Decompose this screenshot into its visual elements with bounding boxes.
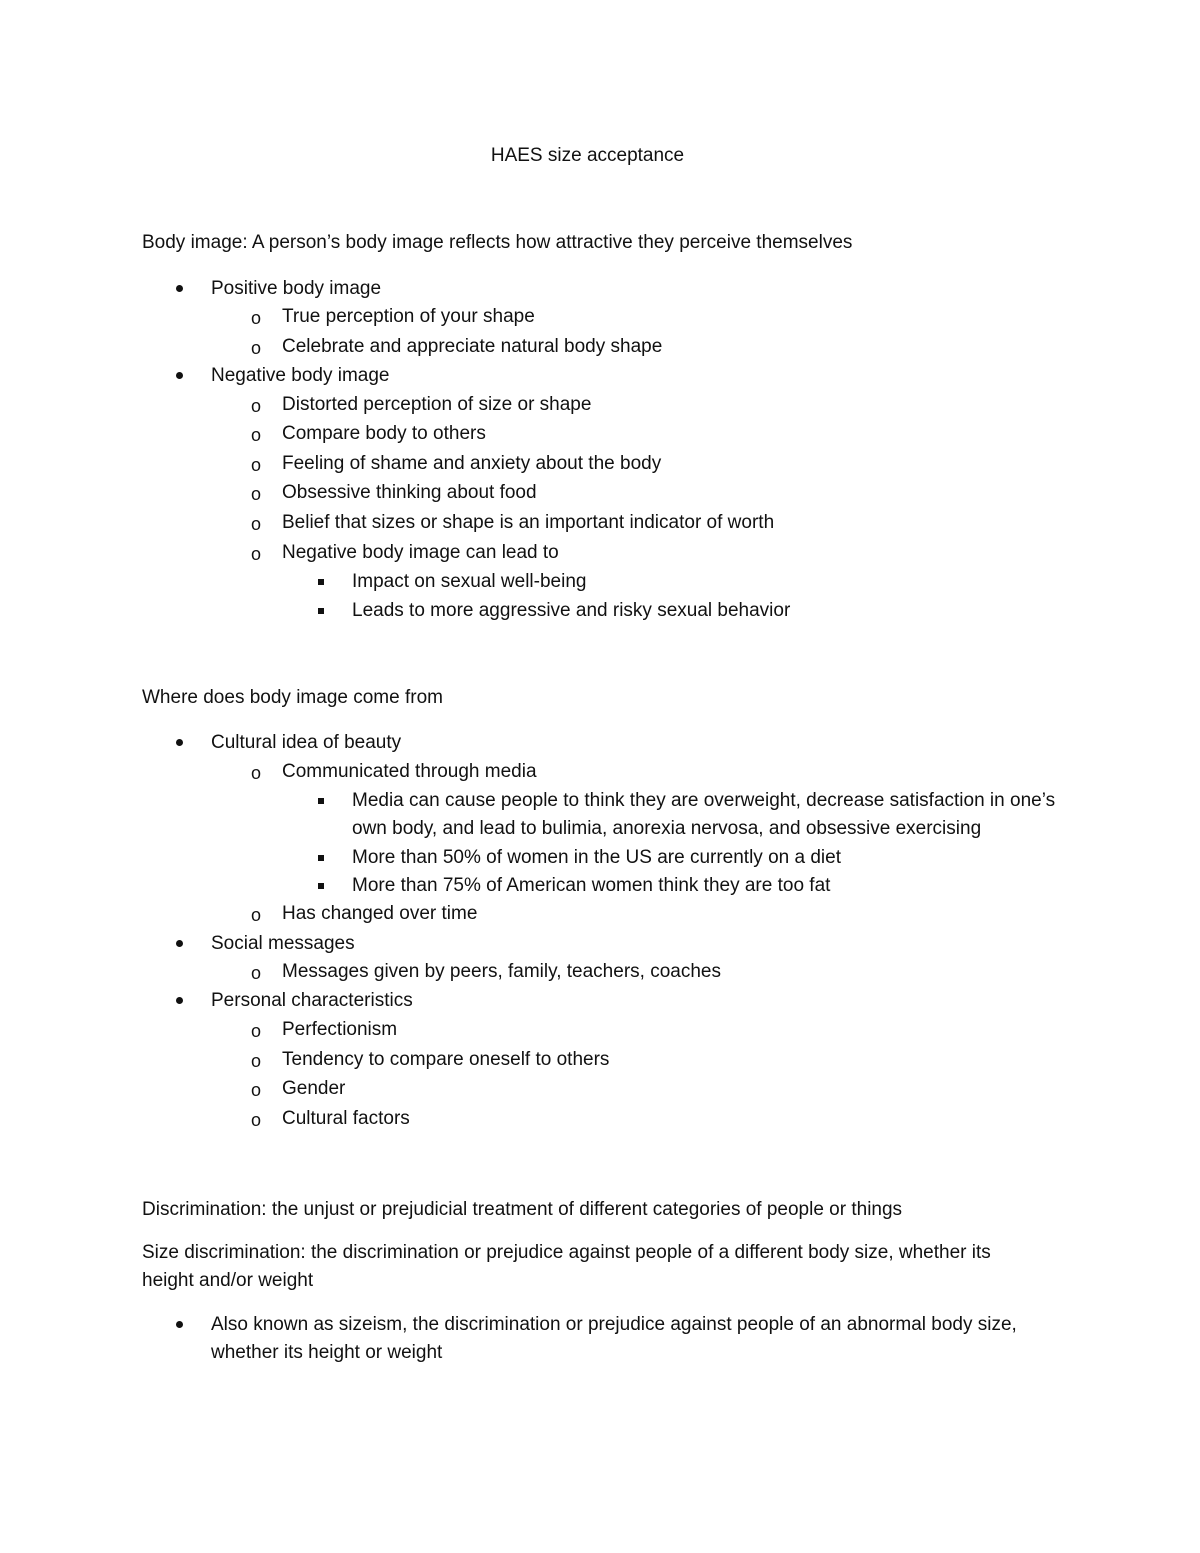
bullet-circle: o [251,963,262,983]
list-item-personal-characteristics: Personal characteristics [211,990,413,1011]
bullet-disc [176,372,183,379]
size-discrimination-definition: Size discrimination: the discrimination or prejudice against people of a different body size, whether its height and/or weight [142,1242,991,1291]
bullet-square [318,883,324,889]
list-item: Negative body image can lead to [282,542,559,563]
page-title: HAES size acceptance [490,145,685,166]
bullet-disc [176,940,183,947]
bullet-circle: o [251,763,262,783]
where-heading: Where does body image come from [142,687,443,708]
list-item: Distorted perception of size or shape [282,394,592,415]
bullet-circle: o [251,514,262,534]
bullet-square [318,608,324,614]
bullet-circle: o [251,396,262,416]
list-item: Messages given by peers, family, teachers, coaches [282,961,721,982]
bullet-circle: o [251,425,262,445]
bullet-circle: o [251,1021,262,1041]
body-image-definition: Body image: A person’s body image reflects how attractive they perceive themselves [142,232,853,253]
list-item: Compare body to others [282,423,486,444]
bullet-disc [176,285,183,292]
list-item: Tendency to compare oneself to others [282,1049,610,1070]
bullet-disc [176,739,183,746]
list-item: Media can cause people to think they are overweight, decrease satisfaction in one’s own body, and lead to bulimia, anorexia nervosa, and obsessive exercising [352,790,1056,839]
bullet-circle: o [251,308,262,328]
bullet-disc [176,997,183,1004]
list-item: Obsessive thinking about food [282,482,537,503]
list-item: Gender [282,1078,346,1099]
bullet-circle: o [251,455,262,475]
list-item-sizeism: Also known as sizeism, the discrimination or prejudice against people of an abnormal body size, whether its height or weight [211,1314,1017,1363]
bullet-circle: o [251,905,262,925]
bullet-circle: o [251,338,262,358]
list-item-negative-body-image: Negative body image [211,365,390,386]
bullet-circle: o [251,1110,262,1130]
bullet-circle: o [251,544,262,564]
list-item: Communicated through media [282,761,537,782]
list-item: Belief that sizes or shape is an important indicator of worth [282,512,775,533]
list-item: Feeling of shame and anxiety about the body [282,453,662,474]
bullet-circle: o [251,1051,262,1071]
bullet-circle: o [251,484,262,504]
bullet-square [318,855,324,861]
list-item: Cultural factors [282,1108,410,1129]
discrimination-definition: Discrimination: the unjust or prejudicial treatment of different categories of people or things [142,1199,903,1220]
list-item: More than 50% of women in the US are currently on a diet [352,847,841,868]
list-item-positive-body-image: Positive body image [211,278,382,299]
list-item: More than 75% of American women think they are too fat [352,875,831,896]
bullet-square [318,579,324,585]
list-item: Celebrate and appreciate natural body shape [282,336,663,357]
bullet-square [318,798,324,804]
bullet-disc [176,1321,183,1328]
list-item-cultural-idea: Cultural idea of beauty [211,732,402,753]
bullet-circle: o [251,1080,262,1100]
list-item: Impact on sexual well-being [352,571,587,592]
list-item: True perception of your shape [282,306,535,327]
list-item: Has changed over time [282,903,478,924]
list-item: Leads to more aggressive and risky sexual behavior [352,600,791,621]
list-item: Perfectionism [282,1019,398,1040]
list-item-social-messages: Social messages [211,933,355,954]
